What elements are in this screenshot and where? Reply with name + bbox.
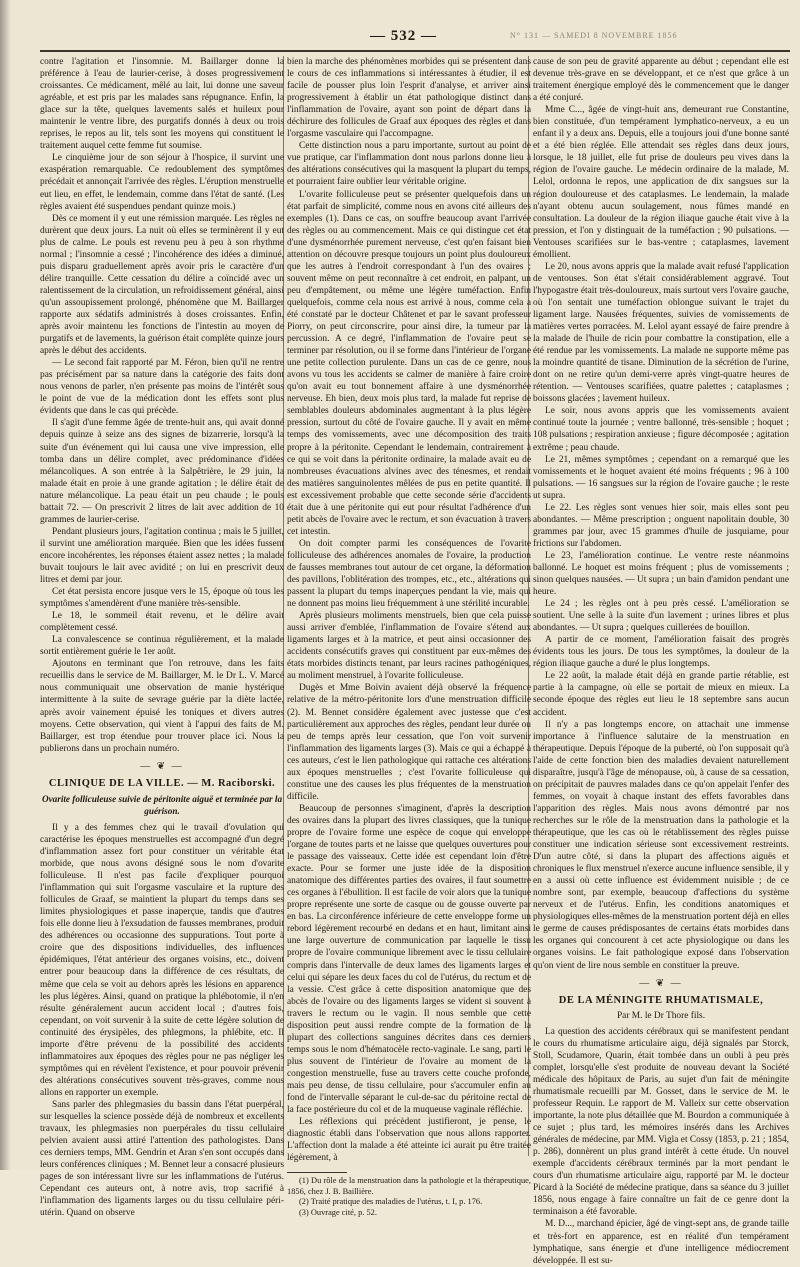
binding-edge <box>0 0 11 1170</box>
paragraph: — Le second fait rapporté par M. Féron, bien qu'il ne rentre pas précisément par sa nature dans la catégorie des faits dont nous venons de parler, n'en présente pas moins de l'intérêt sous le point de vue de la médication dont les effets sont plus évidents que dans le cas qui précède. <box>40 358 284 417</box>
paragraph: Le soir, nous avons appris que les vomissements avaient continué toute la journée ; ventre ballonné, très-sensible ; hoquet ; 108 pulsations ; respiration anxieuse ; figure décomposée ; agitation extrême ; peau chaude. <box>533 406 789 453</box>
paragraph: Beaucoup de personnes s'imaginent, d'après la description des ovaires dans la plupart des livres classiques, que la tunique propre de l'ovaire forme une espèce de coque qui enveloppe l'organe de toutes parts et ne laisse que quelques ouvertures pour le passage des vaisseaux. Cette idée est cependant loin d'être exacte. Pour se former une juste idée de la disposition anatomique des différentes parties des ovaires, il faut soumettre ces organes à l'ébullition. Il est facile de voir alors que la tunique propre représente une sorte de casque ou de gousse ouverte par en bas. La circonférence inférieure de cette enveloppe forme un rebord légèrement recourbé en dedans et en haut, limitant ainsi une large ouverture de communication par laquelle le tissu propre de l'ovaire communique librement avec le tissu cellulaire compris dans l'intervalle de deux lames des ligaments larges et celui qui sépare les deux faces du col de l'utérus, du rectum et de la vessie. C'est grâce à cette disposition anatomique que des abcès de l'ovaire ou des ligaments larges se vident si souvent à travers le rectum ou le vagin. Il nous semble que cette disposition peut aussi rendre compte de la formation de la plupart des collections sanguines décrites dans ces derniers temps sous le nom d'hématocèle recto-vaginale. Le sang, parti le plus souvent de l'intérieur de l'ovaire au moment de la congestion menstruelle, fuse au travers cette couche profonde, mais peu dense, de tissu cellulaire, pour s'accumuler enfin au fond de l'intervalle séparant le cul-de-sac du péritoine rectal de la face postérieure du col et de la muqueuse vaginale réfléchie. <box>287 803 531 1116</box>
paragraph: Le 23, l'amélioration continue. Le ventre reste néanmoins ballonné. Le hoquet est moins fréquent ; plus de vomissements ; sinon quelques nausées. — Ut supra ; un bain d'amidon pendant une heure. <box>533 550 789 598</box>
paragraph: Le cinquième jour de son séjour à l'hospice, il survint une exaspération remarquable. Ce redoublement des symptômes précédait et annonçait l'arrivée des règles. L'éruption menstruelle eut lieu, en effet, le lendemain, comme dans l'état de santé. (Les règles avaient été suspendues pendant quinze mois.) <box>40 153 284 212</box>
section-title: CLINIQUE DE LA VILLE. — M. Raciborski. <box>48 777 276 789</box>
header-rule <box>40 50 790 52</box>
paragraph: L'ovarite folliculeuse peut se présenter quelquefois dans un état parfait de simplicité, comme nous en avons cité ailleurs des exemples (1). Dans ce cas, on souffre beaucoup avant l'arrivée des règles ou au commencement. Mais ce qui distingue cet état d'une dysménorrhée purement nerveuse, c'est qu'en faisant bien attention on découvre presque toujours un point plus douloureux que les autres à l'endroit correspondant à l'un des ovaires ; souvent même on peut reconnaître à cet endroit, en palpant, un peu d'empâtement, ou même une légère tuméfaction. Enfin quelquefois, comme cela nous est arrivé à nous, comme cela a été constaté par le docteur Châtenet et par le savant professeur Piorry, on peut circonscrire, pour ainsi dire, la tumeur par la percussion. A ce degré, l'inflammation de l'ovaire peut se terminer par résolution, ou il se forme dans l'intérieur de l'organe une petite collection purulente. Dans un cas de ce genre, nous avons vu tous les accidents se calmer de manière à faire croire qu'on avait eu tout bonnement affaire à une dysménorrhée nerveuse. Eh bien, deux mois plus tard, la malade fut reprise de semblables douleurs abdominales augmentant à la plus légère pression, surtout du côté de l'ovaire gauche. Il y avait en même temps des vomissements, avec une décomposition des traits propre à la péritonite. Cependant le lendemain, contrairement à ce qui se voit dans la péritonite ordinaire, la malade avait eu de nombreuses évacuations alvines avec des ténesmes, et rendait des matières sanguinolentes mêlées de pus en petite quantité. Il est excessivement probable que cette seconde série d'accidents était due à une péritonite qui eut pour résultat l'adhérence d'un petit abcès de l'ovaire avec le rectum, et son évacuation à travers cet intestin. <box>287 189 531 537</box>
column-1 <box>40 56 284 1219</box>
paragraph: Dès ce moment il y eut une rémission marquée. Les règles ne durèrent que deux jours. La nuit où elles se terminèrent il y eut plus de calme. Le pouls est revenu peu à peu à son rhythme normal ; l'insomnie a cessé ; l'incohérence des idées a diminué, puis disparu graduellement après avoir pris le caractère d'un délire tranquille. Cette cessation du délire a coïncidé avec un ralentissement de la circulation, un refroidissement général, ainsi qu'un assoupissement prolongé, phénomène que M. Baillarger rapporte aux sédatifs administrés à doses croissantes. Enfin, après avoir maintenu les fonctions de l'intestin au moyen de purgatifs et de lavements, la guérison était complète quinze jours après le début des accidents. <box>40 213 284 357</box>
page-header <box>40 28 790 48</box>
paragraph: Sans parler des phlegmasies du bassin dans l'état puerpéral, sur lesquelles la science possède déjà de nombreux et excellents travaux, les phlegmasies non puerpérales du tissu cellulaire pelvien avaient aussi attiré l'attention des pathologistes. Dans ces derniers temps, MM. Gendrin et Aran s'en sont occupés dans leurs conférences cliniques ; M. Bennet leur a consacré plusieurs pages de son intéressant livre sur les inflammations de l'utérus. Cependant ces auteurs ont, à notre avis, trop sacrifié à l'inflammation des ligaments larges ou du tissu cellulaire péri-utérin. Quand on observe <box>40 1099 284 1219</box>
paragraph: Cette distinction nous a paru importante, surtout au point de vue pratique, car l'inflammation dont nous parlons donne lieu à des altérations consécutives qui la masquent la plupart du temps, et pourraient faire oublier leur véritable origine. <box>287 141 531 188</box>
paragraph: Il y a des femmes chez qui le travail d'ovulation qui caractérise les époques menstruelles est accompagné d'un degré d'inflammation assez fort pour constituer un véritable état morbide, que nous avons désigné sous le nom d'ovarite folliculeuse. Il n'est pas facile d'expliquer pourquoi l'inflammation qui suit l'orgasme vasculaire et la rupture des follicules de Graaf, se maintient la plupart du temps dans ses limites physiologiques et passe inaperçue, tandis que d'autres fois elle donne lieu à l'exsudation de fausses membranes, produit des adhérences ou occasionne des suppurations. Tout porte à croire que des dispositions individuelles, des influences épidémiques, l'état antérieur des organes voisins, etc., doivent entrer pour beaucoup dans la différence de ces résultats, de même que cela se voit au dehors après les lésions en apparence les plus légères. Ainsi, quand on pratique la phlébotomie, il n'en résulte généralement aucun accident local ; d'autres fois, cependant, on voit survenir à la suite de cette légère solution de continuité des érysipèles, des phlegmons, la phlébite, etc. Il importe d'être prévenu de la possibilité des accidents inflammatoires aux époques des règles pour ne pas négliger les symptômes qui en révèlent l'existence, et pour pouvoir prévenir des altérations consécutives souvent très-graves, comme nous allons en rapporter un exemple. <box>40 822 284 1098</box>
paragraph: Les réflexions qui précèdent justifieront, je pense, le diagnostic établi dans l'observation que nous allons rapporter. L'affection dont la malade a été atteinte ici aurait pu être traitée légèrement, à <box>287 1117 531 1164</box>
footnote-rule <box>287 1172 347 1173</box>
paragraph: Le 18, le sommeil était revenu, et le délire avait complètement cessé. <box>40 611 284 634</box>
paragraph: Le 24 ; les règles ont à peu près cessé. L'amélioration se soutient. Une selle à la suite d'un lavement ; urines libres et plus abondantes. — Ut supra ; quelques cuillerées de bouillon. <box>533 599 789 634</box>
paragraph: Il n'y a pas longtemps encore, on attachait une immense importance à l'influence salutaire de la menstruation en thérapeutique. Depuis l'époque de la puberté, où l'on supposait qu'à l'aide de cette fonction bien des maladies devaient naturellement disparaître, jusqu'à l'âge de ménopause, où, à cause de sa cessation, on précipitait de pauvres malades dans ce qu'on appelait l'enfer des femmes, on voyait à chaque instant des effets favorables dans l'apparition des règles. Mais nous avons démontré par nos recherches sur le rôle de la menstruation dans la pathologie et la thérapeutique, que les cas où le rétablissement des règles puisse constituer une indication sérieuse sont excessivement restreints. D'un autre côté, si dans la plupart des affections aiguës et chroniques le flux menstruel n'exerce aucune influence sensible, il y en a aussi où cette influence est évidemment nuisible ; de ce nombre sont, par exemple, beaucoup d'affections du système nerveux et de l'utérus. Enfin, les conditions anatomiques et physiologiques elles-mêmes de la menstruation portent déjà en elles le germe de causes prédisposantes de certains états morbides dans les organes qui concourent à cet acte physiologique ou dans les organes voisins. Le fait pathologique exposé dans l'observation qu'on vient de lire nous semble en constituer la preuve. <box>533 719 789 971</box>
paragraph: Pendant plusieurs jours, l'agitation continua ; mais le 5 juillet, il survint une amélioration marquée. Bien que les idées fussent encore incohérentes, les réponses étaient assez nettes ; la malade buvait toujours le lait avec avidité ; on lui en prescrivit deux litres et demi par jour. <box>40 526 284 586</box>
column-3 <box>533 56 789 1267</box>
section-subtitle: Ovarite folliculeuse suivie de péritonite aiguë et terminée par la guérison. <box>41 793 283 816</box>
column-2 <box>287 56 531 1218</box>
paragraph: Le 22 août, la malade était déjà en grande partie rétablie, est partie à la campagne, où elle se portait de mieux en mieux. La seconde époque des règles eut lieu le 18 septembre sans aucun accident. <box>533 671 789 718</box>
footnote: (1) Du rôle de la menstruation dans la pathologie et la thérapeutique, 1856, chez J. B. Baillière. <box>287 1176 531 1196</box>
section-ornament: — ❦ — <box>140 760 184 772</box>
paragraph: La question des accidents cérébraux qui se manifestent pendant le cours du rhumatisme articulaire aigu, déjà signalés par Storck, Stoll, Scudamore, Quarin, était tombée dans un oubli à peu près complet, lorsqu'elle s'est produite de nouveau devant la Société médicale des hôpitaux de Paris, au sujet d'un fait de méningite rhumatismale recueilli par M. Gosset, dans le service de M. le professeur Requin. Le rapport de M. Valleix sur cette observation importante, la note plus détaillée que M. Bourdon a communiquée à ce sujet ; plus tard, les mémoires insérés dans les Archives générales de médecine, par MM. Vigla et Cossy (1853, p. 21 ; 1854, p. 286), donnèrent un plus grand intérêt à cette étude. Un nouvel exemple d'accidents cérébraux terminés par la mort pendant le cours d'un rhumatisme articulaire aigu, rapporté par M. le docteur Picard à la Société de médecine pratique, dans sa séance du 3 juillet 1856, nous engage à faire connaître un fait de ce genre dont la terminaison a été favorable. <box>533 1026 789 1218</box>
paragraph: Dugès et Mme Boivin avaient déjà observé la fréquence relative de la métro-péritonite lors d'une menstruation difficile (2). M. Bennet considère également avec justesse que c'est particulièrement aux approches des règles, pendant leur durée ou peu de temps après leur cessation, que l'on voit survenir l'inflammation des ligaments larges (3). Mais ce qui a échappé à ces auteurs, c'est le lien pathologique qui rattache ces altérations aux époques menstruelles ; c'est l'ovarite folliculeuse qui constitue une des causes les plus fréquentes de la menstruation difficile. <box>287 683 531 802</box>
paragraph: Ajoutons en terminant que l'on retrouve, dans les faits recueillis dans le service de M. Baillarger, M. le Dr L. V. Marcé nous communiquait une observation de manie hystérique intermittente à la suite de sevrage guérie par la diète lactée, après avoir vainement épuisé les toniques et divers autres moyens. Cette observation, qui vient à l'appui des faits de M. Baillarger, est trop étendue pour trouver place ici. Nous la publierons dans un prochain numéro. <box>40 659 284 754</box>
running-head: N° 131 — SAMEDI 8 NOVEMBRE 1856 <box>510 31 678 40</box>
paragraph: bien la marche des phénomènes morbides qui se présentent dans le cours de ces inflammations si intéressantes à étudier, il est facile de pousser plus loin l'esprit d'analyse, et arriver ainsi progressivement à établir un état pathologique distinct dans l'inflammation de l'ovaire, ayant son point de départ dans la déchirure des follicules de Graaf aux époques des règles et dans l'orgasme vasculaire qui l'accompagne. <box>287 57 531 140</box>
paragraph: Il s'agit d'une femme âgée de trente-huit ans, qui avait donné depuis quinze à seize ans des signes de bizarrerie, lorsqu'à la suite d'un événement qui lui causa une vive impression, elle tomba dans un délire complet, avec prédominance d'idées mélancoliques. A son entrée à la Salpêtrière, le 29 juin, la malade était en proie à une grande agitation ; le délire était de nature mélancolique. La peau était un peu chaude ; le pouls battait 72. — On prescrivit 2 litres de lait avec addition de 10 grammes de laurier-cerise. <box>40 418 284 525</box>
paragraph: M. D..., marchand épicier, âgé de vingt-sept ans, de grande taille et très-fort en apparence, est en réalité d'un tempérament lymphatique, sans énergie et d'une intelligence médiocrement développée. Il est su- <box>533 1219 789 1266</box>
footnote: (2) Traité pratique des maladies de l'utérus, t. I, p. 176. <box>299 1197 483 1207</box>
section-ornament: — ❦ — <box>639 977 683 989</box>
paragraph: Le 20, nous avons appris que la malade avait refusé l'application de ventouses. Son état s'était considérablement aggravé. Tout l'hypogastre était très-douloureux, mais surtout vers l'ovaire gauche, où l'on sentait une tuméfaction oblongue suivant le trajet du ligament large. Nausées fréquentes, suivies de vomissements de matières vertes porracées. M. Lelol ayant essayé de faire prendre à la malade de l'huile de ricin pour combattre la constipation, elle a été rendue par les vomissements. La malade ne supporte même pas la moindre quantité de tisane. Diminution de la sécrétion de l'urine, dont on ne retire qu'un demi-verre après vingt-quatre heures de rétention. — Ventouses scarifiées, quatre palettes ; cataplasmes ; boissons glacées ; lavement huileux. <box>533 261 789 405</box>
footnote: (3) Ouvrage cité, p. 52. <box>299 1207 377 1217</box>
paragraph: Après plusieurs moliments menstruels, bien que cela puisse aussi arriver d'emblée, l'inflammation de l'ovaire s'étend aux ligaments larges et à la matrice, et peut ainsi occasionner des accidents consécutifs graves qui constituent par eux-mêmes des états morbides distincts tenant, par leurs racines pathogéniques, au moliment menstruel, à l'ovarite folliculeuse. <box>287 611 531 682</box>
paragraph: Cet état persista encore jusque vers le 15, époque où tous les symptômes s'amendèrent d'une manière très-sensible. <box>40 587 284 610</box>
paragraph: contre l'agitation et l'insomnie. M. Baillarger donne la préférence à l'eau de laurier-cerise, à doses progressivement croissantes. Ce médicament, mêlé au lait, lui donne une saveur agréable, et est pris par les malades sans répugnance. Enfin, la glace sur la tête, quelques lavements salés et huileux pour maintenir le ventre libre, des purgatifs donnés à deux ou trois reprises, le repos au lit, tels sont les moyens qui constituent le traitement auquel cette femme fut soumise. <box>40 57 284 152</box>
paragraph: cause de son peu de gravité apparente au début ; cependant elle est devenue très-grave en se développant, et ce n'est que grâce à un traitement énergique employé dès le commencement que le danger a été conjuré. <box>533 57 789 104</box>
section-title: DE LA MÉNINGITE RHUMATISMALE, <box>558 994 764 1006</box>
paragraph: On doit compter parmi les conséquences de l'ovarite folliculeuse des adhérences anomales de l'ovaire, la production de fausses membranes tout autour de cet organe, la déformation des pavillons, l'oblitération des trompes, etc., etc., altérations qui passent la plupart du temps inaperçues pendant la vie, mais qui ne donnent pas moins lieu fréquemment à une stérilité incurable. <box>287 538 531 610</box>
paragraph: Le 22. Les règles sont venues hier soir, mais elles sont peu abondantes. — Même prescription ; onguent napolitain double, 30 grammes par jour, avec 15 grammes d'huile de jusquiame, pour frictions sur l'abdomen. <box>533 502 789 549</box>
page-number: — 532 — <box>370 28 437 44</box>
paragraph: Mme C..., âgée de vingt-huit ans, demeurant rue Constantine, bien constituée, d'un tempérament lymphatico-nerveux, a eu un enfant il y a deux ans. Depuis, elle a toujours joui d'une bonne santé et a été bien réglée. Elle attendait ses règles dans deux jours, lorsque, le 18 juillet, elle fut prise de douleurs peu vives dans la région de l'ovaire gauche. Le médecin ordinaire de la malade, M. Lelol, ordonna le repos, une application de dix sangsues sur la région douloureuse et des cataplasmes. Le lendemain, la malade n'ayant obtenu aucun soulagement, nous fûmes mandé en consultation. La douleur de la région iliaque gauche était vive à la pression, et l'on y distinguait de la tuméfaction ; 90 pulsations. — Ventouses scarifiées sur le bas-ventre ; cataplasmes, lavement émollient. <box>533 105 789 260</box>
paragraph: Le 21, mêmes symptômes ; cependant on a remarqué que les vomissements et le hoquet avaient été moins fréquents ; 96 à 100 pulsations. — 16 sangsues sur la région de l'ovaire gauche ; le reste ut supra. <box>533 454 789 501</box>
paragraph: A partir de ce moment, l'amélioration faisait des progrès évidents tous les jours. De tous les symptômes, la douleur de la région iliaque gauche a duré le plus longtemps. <box>533 635 789 670</box>
paragraph: La convalescence se continua régulièrement, et la malade sortit entièrement guérie le 1er août. <box>40 635 284 658</box>
author-byline: Par M. le Dr Thore fils. <box>616 1010 706 1021</box>
